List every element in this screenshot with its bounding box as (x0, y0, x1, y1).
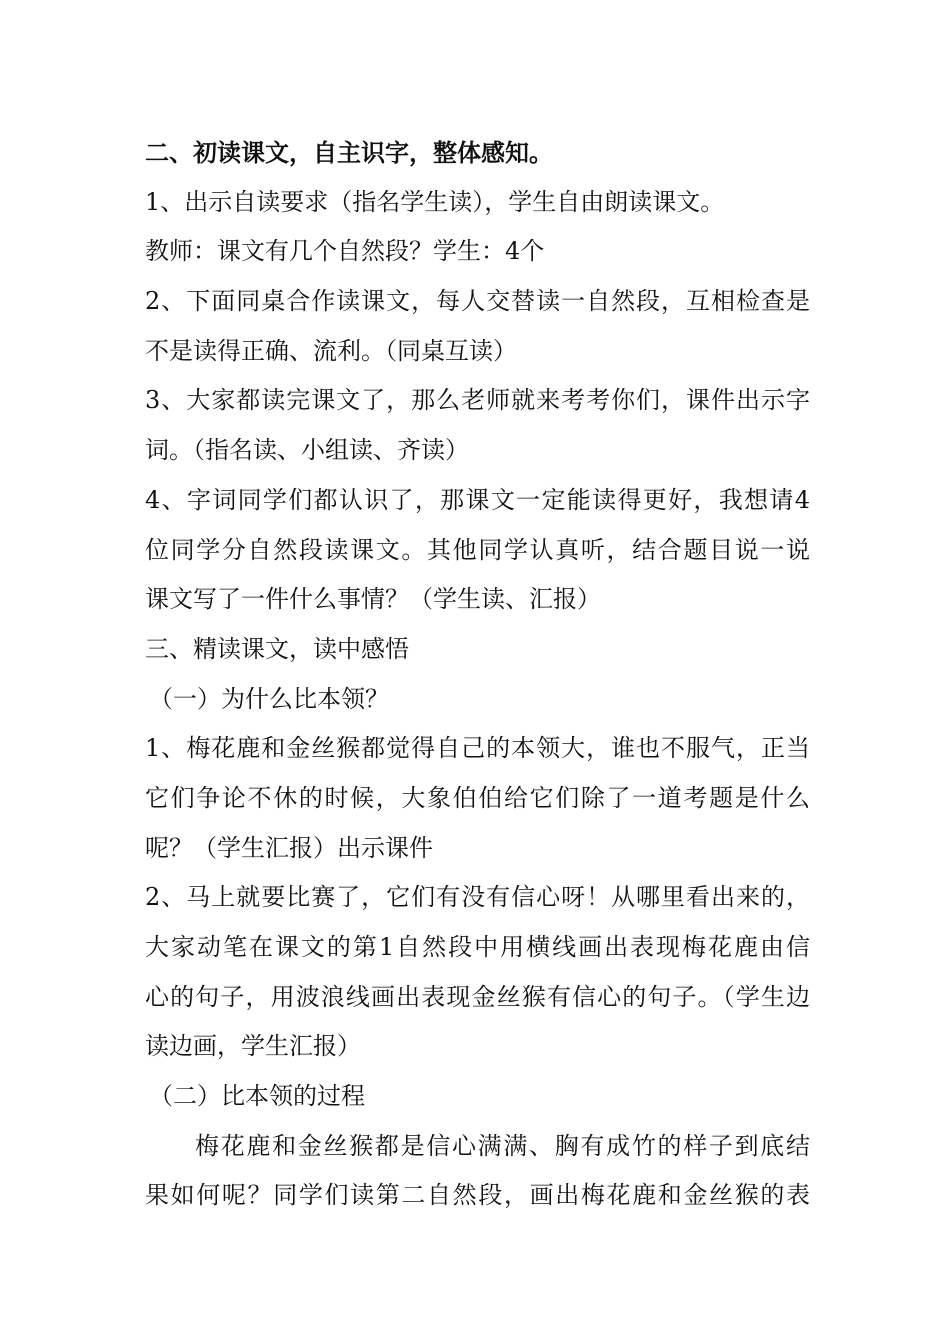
paragraph-line: 心的句子，用波浪线画出表现金丝猴有信心的句子。（学生边 (145, 982, 810, 1011)
paragraph-line: 4、字词同学们都认识了，那课文一定能读得更好，我想请4 (145, 485, 810, 514)
document-body (145, 128, 810, 1221)
paragraph-line: 呢？（学生汇报）出示课件 (145, 833, 433, 862)
paragraph-line: 果如何呢？同学们读第二自然段，画出梅花鹿和金丝猴的表 (145, 1181, 810, 1210)
paragraph-line: 3、大家都读完课文了，那么老师就来考考你们，课件出示字 (145, 386, 810, 415)
paragraph-line: 2、下面同桌合作读课文，每人交替读一自然段，互相检查是 (145, 287, 810, 316)
paragraph-line: 1、梅花鹿和金丝猴都觉得自己的本领大，谁也不服气，正当 (145, 734, 810, 763)
paragraph-line: 2、马上就要比赛了，它们有没有信心呀！从哪里看出来的， (145, 883, 810, 912)
paragraph-line: 不是读得正确、流利。（同桌互读） (145, 336, 517, 365)
paragraph-line: 位同学分自然段读课文。其他同学认真听，结合题目说一说 (145, 535, 810, 564)
subsection-heading-1: （一）为什么比本领？ (149, 684, 389, 713)
paragraph-line: 课文写了一件什么事情？（学生读、汇报） (145, 585, 601, 614)
section-heading-2: 二、初读课文，自主识字，整体感知。 (145, 138, 553, 167)
paragraph-line: 1、出示自读要求（指名学生读），学生自由朗读课文。 (145, 187, 725, 216)
paragraph-line: 读边画，学生汇报） (145, 1032, 361, 1061)
paragraph-line: 教师：课文有几个自然段？学生：4个 (145, 237, 545, 266)
paragraph-line: 词。（指名读、小组读、齐读） (145, 436, 469, 465)
section-heading-3: 三、精读课文，读中感悟 (145, 634, 409, 663)
paragraph-line: 大家动笔在课文的第1自然段中用横线画出表现梅花鹿由信 (145, 933, 810, 961)
paragraph-line: 它们争论不休的时候，大象伯伯给它们除了一道考题是什么 (145, 783, 810, 812)
subsection-heading-2: （二）比本领的过程 (149, 1082, 365, 1111)
paragraph-line: 梅花鹿和金丝猴都是信心满满、胸有成竹的样子到底结 (195, 1131, 810, 1160)
